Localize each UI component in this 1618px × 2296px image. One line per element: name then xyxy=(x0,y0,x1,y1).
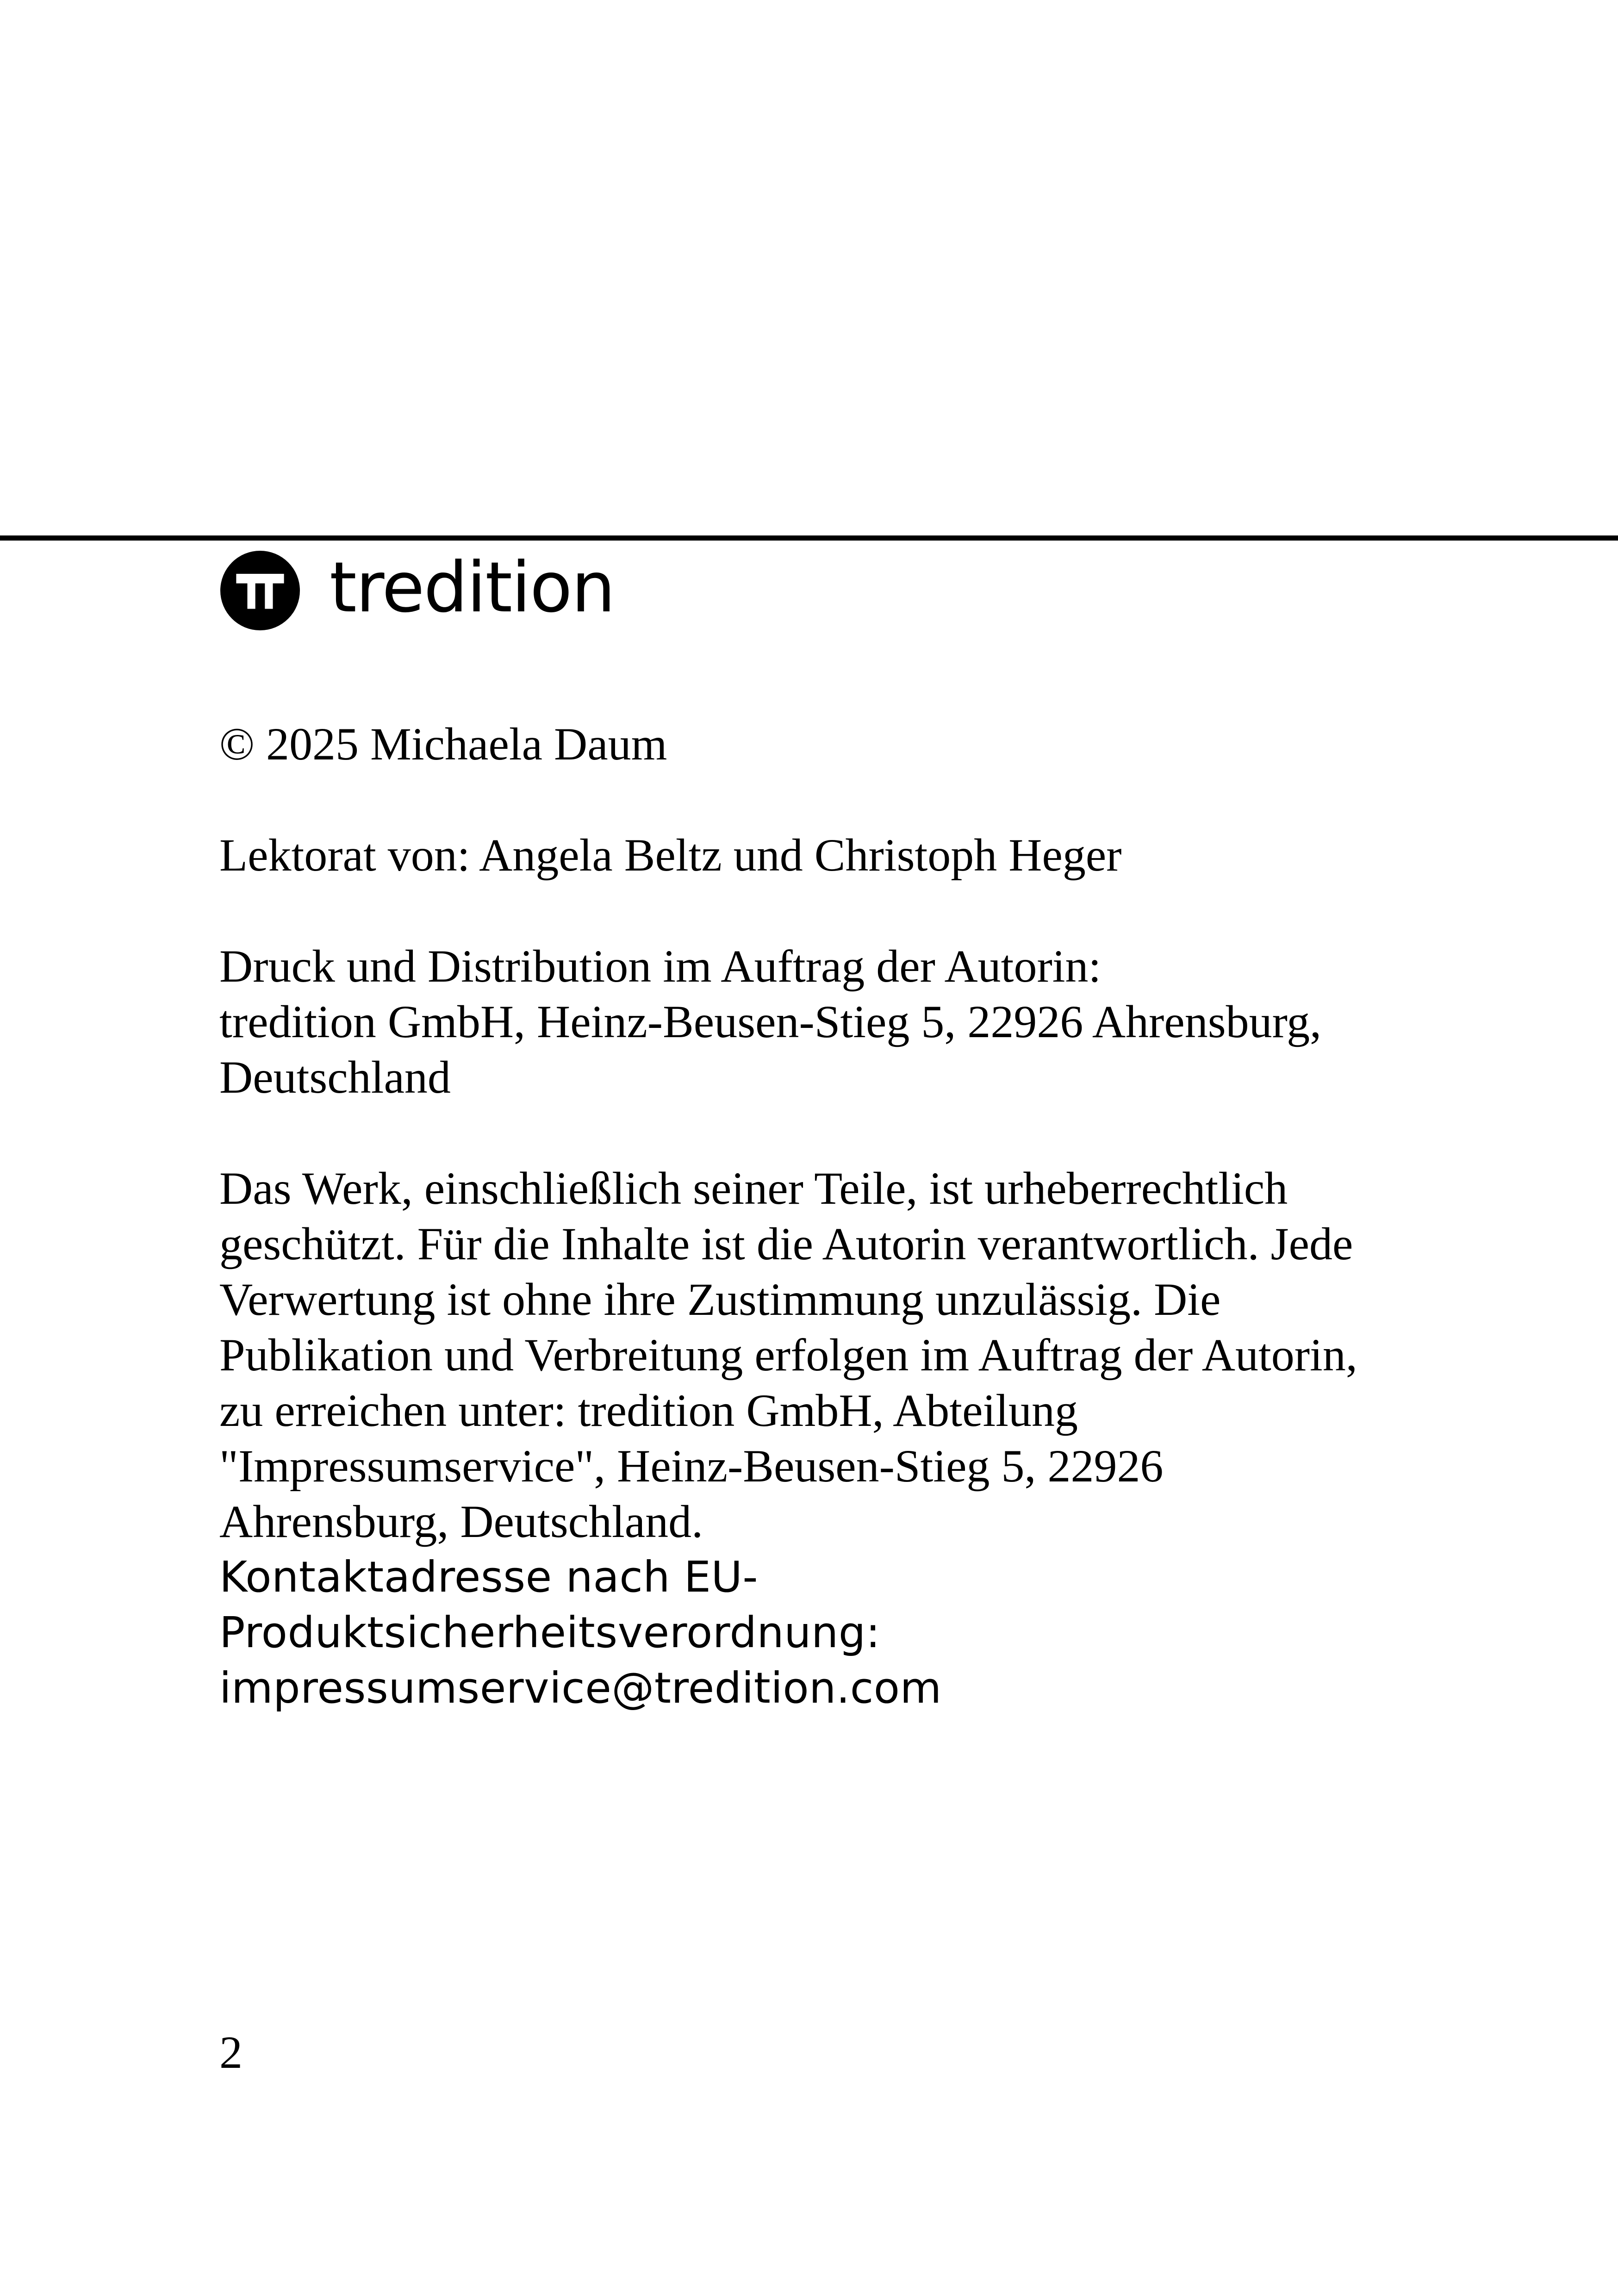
imprint-block xyxy=(219,716,1432,1716)
publisher-logo xyxy=(220,547,615,631)
logo-wordmark: tredition xyxy=(330,547,615,628)
rights-line: "Impressumservice", Heinz-Beusen-Stieg 5, 22926 xyxy=(219,1440,1164,1492)
print-line: tredition GmbH, Heinz-Beusen-Stieg 5, 22926 Ahrensburg, xyxy=(219,996,1322,1047)
rights-line: zu erreichen unter: tredition GmbH, Abteilung xyxy=(219,1385,1078,1436)
contact-email: impressumservice@tredition.com xyxy=(219,1663,942,1713)
rights-line: Das Werk, einschließlich seiner Teile, ist urheberrechtlich xyxy=(219,1163,1288,1214)
print-line: Druck und Distribution im Auftrag der Autorin: xyxy=(219,940,1101,992)
contact-notice xyxy=(219,1549,1432,1716)
page-number: 2 xyxy=(219,2027,243,2078)
contact-line: Produktsicherheitsverordnung: xyxy=(219,1608,881,1657)
tredition-logo-icon xyxy=(220,551,300,630)
rights-notice xyxy=(219,1161,1432,1549)
print-distribution xyxy=(219,939,1432,1105)
contact-line: Kontaktadresse nach EU- xyxy=(219,1552,759,1602)
editing-credit: Lektorat von: Angela Beltz und Christoph Heger xyxy=(219,829,1122,881)
print-line: Deutschland xyxy=(219,1052,451,1103)
rights-line: Publikation und Verbreitung erfolgen im Auftrag der Autorin, xyxy=(219,1329,1357,1381)
rights-line: geschützt. Für die Inhalte ist die Autorin verantwortlich. Jede xyxy=(219,1218,1353,1269)
top-rule xyxy=(0,535,1618,541)
copyright-line: © 2025 Michaela Daum xyxy=(219,718,667,770)
rights-line: Verwertung ist ohne ihre Zustimmung unzulässig. Die xyxy=(219,1274,1221,1325)
rights-line: Ahrensburg, Deutschland. xyxy=(219,1496,703,1547)
